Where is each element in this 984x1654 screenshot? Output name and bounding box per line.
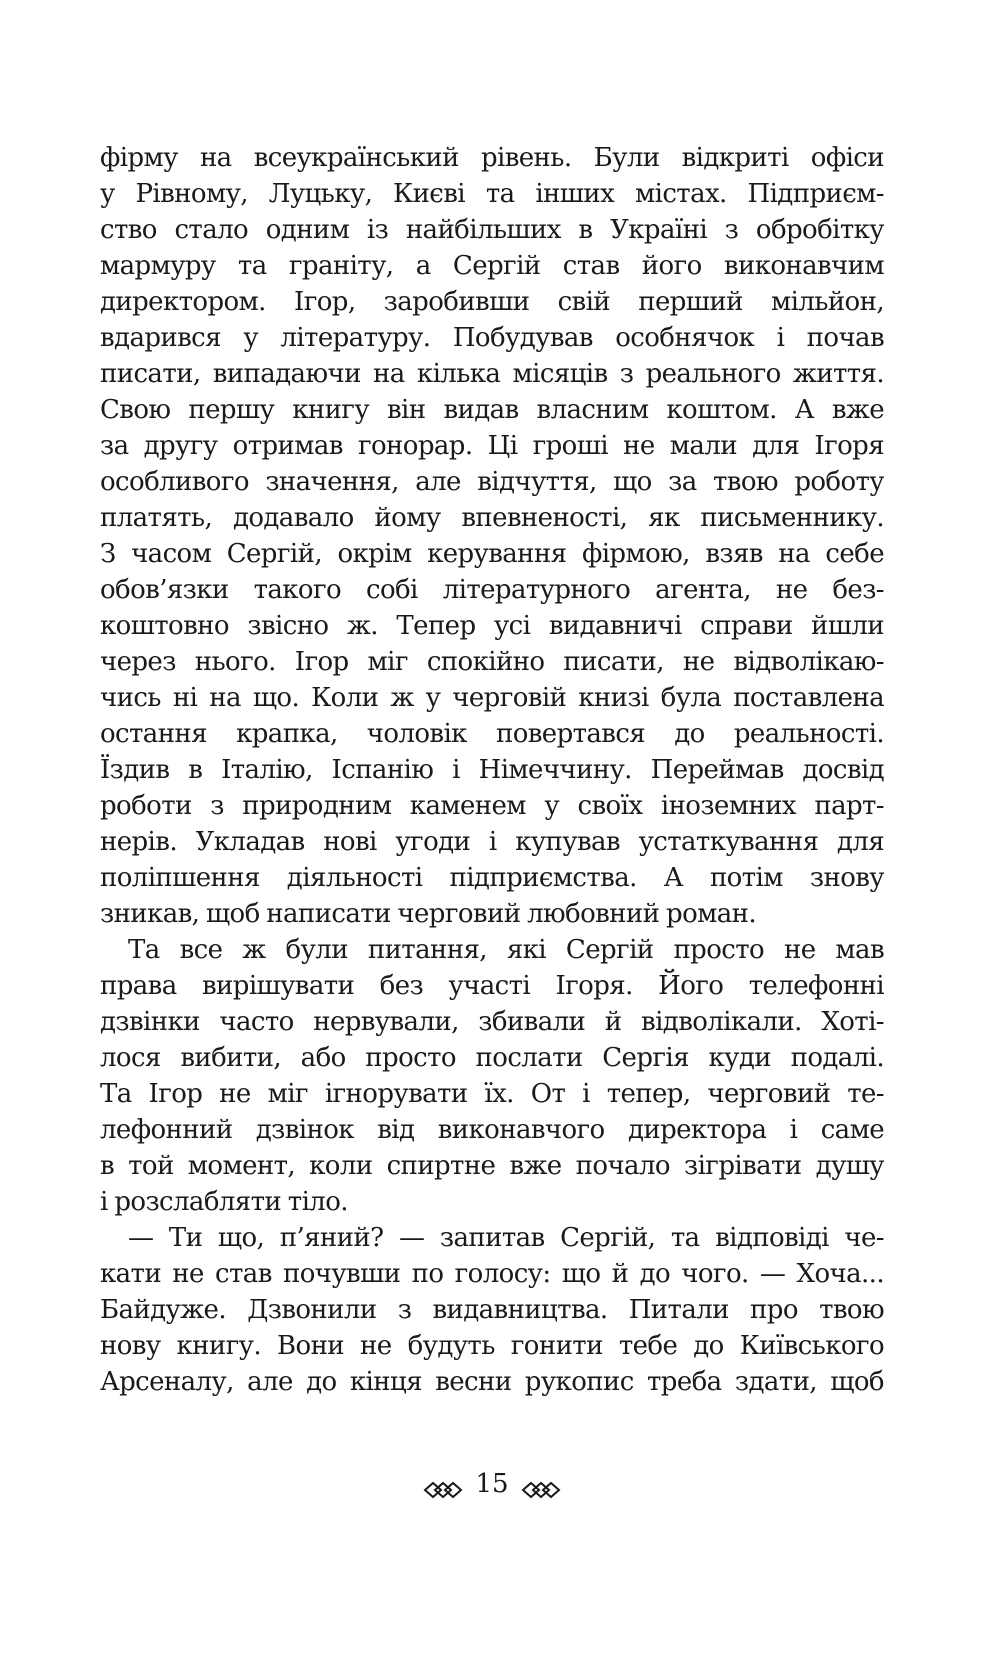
text-line: З часом Сергій, окрім керування фірмою, взяв на себе [100,539,884,569]
text-line: і розслабляти тіло. [100,1187,348,1217]
text-line: вдарився у літературу. Побудував особнячок і почав [100,323,884,353]
text-line: зникав, щоб написати черговий любовний роман. [100,899,757,929]
text-line: в той момент, коли спиртне вже почало зігрівати душу [100,1151,884,1181]
page-footer [0,1466,984,1502]
ornament-right-icon [521,1474,561,1494]
text-line: Їздив в Італію, Іспанію і Німеччину. Переймав досвід [100,755,884,785]
text-line: Свою першу книгу він видав власним коштом. А вже [100,395,884,425]
text-line: чись ні на що. Коли ж у черговій книзі була поставлена [100,683,884,713]
text-line: — Ти що, п’яний? — запитав Сергій, та відповіді че- [128,1223,884,1253]
ornament-left-icon [423,1474,463,1494]
text-line: коштовно звісно ж. Тепер усі видавничі справи йшли [100,611,884,641]
text-line: мармуру та граніту, а Сергій став його виконавчим [100,251,884,281]
text-line: нерів. Укладав нові угоди і купував устаткування для [100,827,884,857]
text-line: особливого значення, але відчуття, що за твою роботу [100,467,884,497]
text-line: фірму на всеукраїнський рівень. Були відкриті офіси [100,143,884,173]
text-line: через нього. Ігор міг спокійно писати, не відволікаю- [100,647,884,677]
text-line: платять, додавало йому впевненості, як письменнику. [100,503,884,533]
text-line: директором. Ігор, заробивши свій перший мільйон, [100,287,884,317]
text-line: ство стало одним із найбільших в Україні з обробітку [100,215,884,245]
page-body [100,140,884,1400]
text-line: дзвінки часто нервували, збивали й відволікали. Хоті- [100,1007,884,1037]
text-line: лефонний дзвінок від виконавчого директора і саме [100,1115,884,1145]
text-line: права вирішувати без участі Ігоря. Його телефонні [100,971,884,1001]
text-line: писати, випадаючи на кілька місяців з реального життя. [100,359,884,389]
text-line: Арсеналу, але до кінця весни рукопис треба здати, щоб [100,1367,884,1397]
text-line: Байдуже. Дзвонили з видавництва. Питали про твою [100,1295,884,1325]
text-line: лося вибити, або просто послати Сергія куди подалі. [100,1043,884,1073]
text-line: у Рівному, Луцьку, Києві та інших містах. Підприєм- [100,179,884,209]
text-line: за другу отримав гонорар. Ці гроші не мали для Ігоря [100,431,884,461]
text-line: нову книгу. Вони не будуть гонити тебе до Київського [100,1331,884,1361]
text-line: обов’язки такого собі літературного агента, не без- [100,575,884,605]
text-line: Та все ж були питання, які Сергій просто не мав [128,935,884,965]
page-number: 15 [475,1469,509,1499]
text-line: остання крапка, чоловік повертався до реальності. [100,719,884,749]
text-line: роботи з природним каменем у своїх іноземних парт- [100,791,884,821]
text-line: Та Ігор не міг ігнорувати їх. От і тепер, черговий те- [100,1079,884,1109]
text-line: кати не став почувши по голосу: що й до чого. — Хоча... [100,1259,884,1289]
text-line: поліпшення діяльності підприємства. А потім знову [100,863,884,893]
